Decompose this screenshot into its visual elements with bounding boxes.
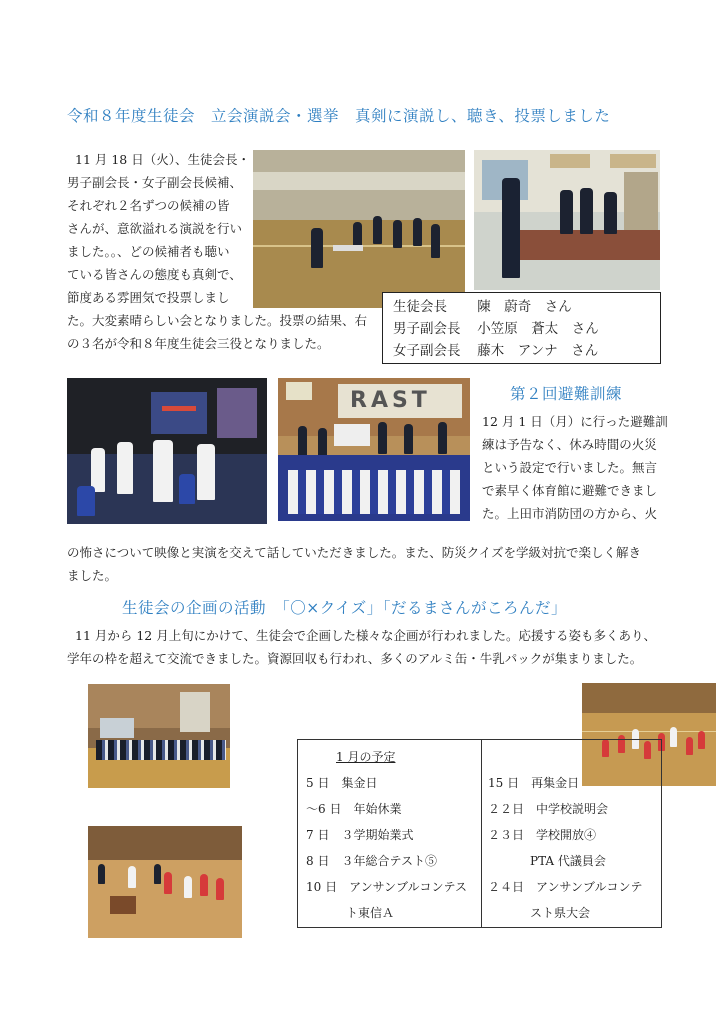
section3-body [67, 624, 687, 670]
schedule-item: 15 日 再集金日 [488, 776, 580, 790]
schedule-item: ２４日 アンサンブルコンテ [488, 880, 643, 894]
section2-line: で素早く体育館に避難できまし [482, 483, 658, 498]
section2-body-bottom [67, 541, 667, 587]
schedule-item: ～6 日 年始休業 [306, 802, 402, 816]
schedule-item: ２２日 中学校説明会 [488, 802, 609, 816]
officer-name: 藤木 アンナ さん [477, 343, 599, 359]
officer-name: 陳 蔚奇 さん [477, 299, 572, 315]
section1-line: ました。。、どの候補者も聴い [67, 244, 230, 259]
section1-line: ている皆さんの態度も真剣で、 [67, 267, 242, 282]
photo-gym-event [88, 684, 230, 788]
section1-line: た。大変素晴らしい会となりました。投票の結果、右 [67, 313, 368, 328]
section1-line: の３名が令和８年度生徒会三役となりました。 [67, 336, 330, 351]
section3-line: 11 月から 12 月上旬にかけて、生徒会で企画した様々な企画が行われました。応援する姿も多くあり、 [75, 628, 656, 643]
schedule-box [297, 739, 662, 928]
photo-gym-voting [253, 150, 465, 308]
section3-heading: 生徒会の企画の活動 「〇×クイズ」「だるまさんがころんだ」 [122, 599, 568, 617]
section1-line: それぞれ２名ずつの候補の皆 [67, 198, 230, 213]
photo-fire-video [67, 378, 267, 524]
officer-row [393, 296, 650, 318]
schedule-item: PTA 代議員会 [530, 854, 606, 868]
section2-line: という設定で行いました。無言 [482, 460, 658, 475]
schedule-item: 8 日 ３年総合テスト⑤ [306, 854, 437, 868]
schedule-item: 10 日 アンサンブルコンテス [306, 880, 468, 894]
officers-box [382, 292, 661, 364]
officer-role: 男子副会長 [393, 321, 461, 337]
section2-line: の怖さについて映像と実演を交えて話していただきました。また、防災クイズを学級対抗で楽しく解き [67, 545, 642, 560]
photo-officers [474, 150, 660, 290]
banner-text: RAST [350, 388, 431, 413]
section2-body-right [482, 410, 672, 525]
section1-line: 男子副会長・女子副会長候補、 [67, 175, 243, 190]
section1-line: 11 月 18 日（火）、生徒会長・ [75, 152, 250, 167]
photo-quiz [88, 826, 242, 938]
schedule-item: 7 日 ３学期始業式 [306, 828, 414, 842]
officer-name: 小笠原 蒼太 さん [477, 321, 599, 337]
officer-role: 生徒会長 [393, 299, 447, 315]
schedule-item: ２３日 学校開放④ [488, 828, 597, 842]
schedule-title: 1 月の予定 [336, 750, 396, 764]
section2-line: 12 月 1 日（月）に行った避難訓 [482, 414, 668, 429]
section3-line: 学年の枠を超えて交流できました。資源回収も行われ、多くのアルミ缶・牛乳パックが集まりました。 [67, 651, 643, 666]
schedule-item: スト県大会 [530, 906, 591, 920]
section2-line: ました。 [67, 568, 118, 583]
section1-heading: 令和８年度生徒会 立会演説会・選挙 真剣に演説し、聴き、投票しました [67, 107, 611, 125]
section1-line: 節度ある雰囲気で投票しまし [67, 290, 230, 305]
officer-role: 女子副会長 [393, 343, 461, 359]
photo-fire-brigade [278, 378, 470, 521]
schedule-item: 5 日 集金日 [306, 776, 378, 790]
officer-row [393, 340, 650, 362]
section2-line: 練は予告なく、休み時間の火災 [482, 437, 657, 452]
section2-line: た。上田市消防団の方から、火 [482, 506, 658, 521]
officer-row [393, 318, 650, 340]
section1-line: さんが、意欲溢れる演説を行い [67, 221, 243, 236]
schedule-item: ト東信Ａ [346, 906, 395, 920]
section2-heading: 第２回避難訓練 [510, 385, 623, 403]
